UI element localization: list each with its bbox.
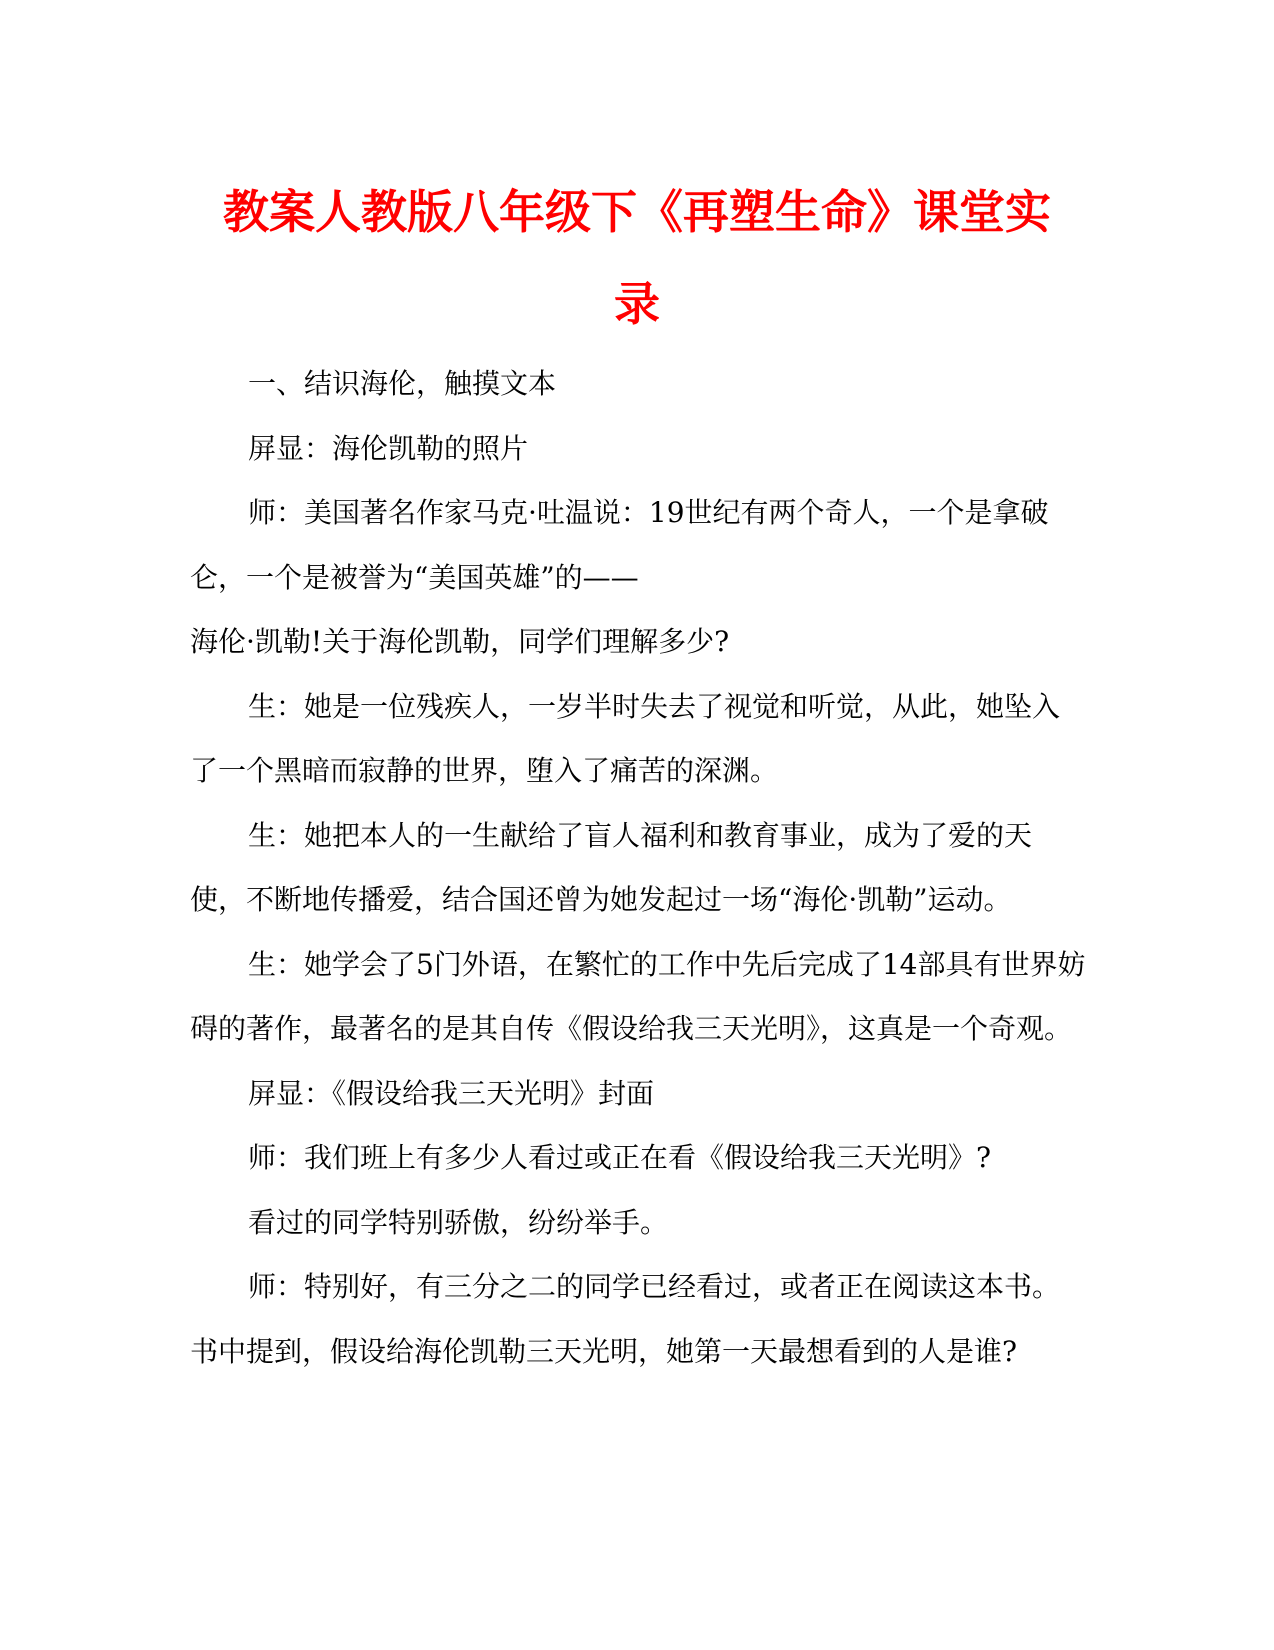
- paragraph: 屏显：《假设给我三天光明》封面: [248, 1076, 655, 1110]
- paragraph: 师：美国著名作家马克·吐温说：19世纪有两个奇人，一个是拿破仑，一个是被誉为“美国英雄”的——: [190, 496, 1049, 594]
- document-body: [190, 352, 1086, 1384]
- title-line-2: 录: [614, 277, 660, 331]
- paragraph: 师：特别好，有三分之二的同学已经看过，或者正在阅读这本书。书中提到，假设给海伦凯勒三天光明，她第一天最想看到的人是谁?: [190, 1270, 1061, 1368]
- document-title: [150, 166, 1124, 350]
- title-line-1: 教案人教版八年级下《再塑生命》课堂实: [223, 185, 1051, 239]
- paragraph: 生：她学会了5门外语，在繁忙的工作中先后完成了14部具有世界妨碍的著作，最著名的是其自传《假设给我三天光明》，这真是一个奇观。: [190, 947, 1086, 1045]
- paragraph: 生：她把本人的一生献给了盲人福利和教育事业，成为了爱的天使，不断地传播爱，结合国还曾为她发起过一场“海伦·凯勒”运动。: [190, 818, 1033, 916]
- paragraph: 海伦·凯勒!关于海伦凯勒，同学们理解多少?: [190, 625, 730, 658]
- paragraph: 生：她是一位残疾人，一岁半时失去了视觉和听觉，从此，她坠入了一个黑暗而寂静的世界，堕入了痛苦的深渊。: [190, 689, 1061, 787]
- paragraph: 看过的同学特别骄傲，纷纷举手。: [248, 1205, 669, 1239]
- paragraph: 屏显：海伦凯勒的照片: [248, 431, 529, 465]
- paragraph: 师：我们班上有多少人看过或正在看《假设给我三天光明》?: [248, 1141, 992, 1174]
- paragraph: 一、结识海伦，触摸文本: [248, 367, 557, 400]
